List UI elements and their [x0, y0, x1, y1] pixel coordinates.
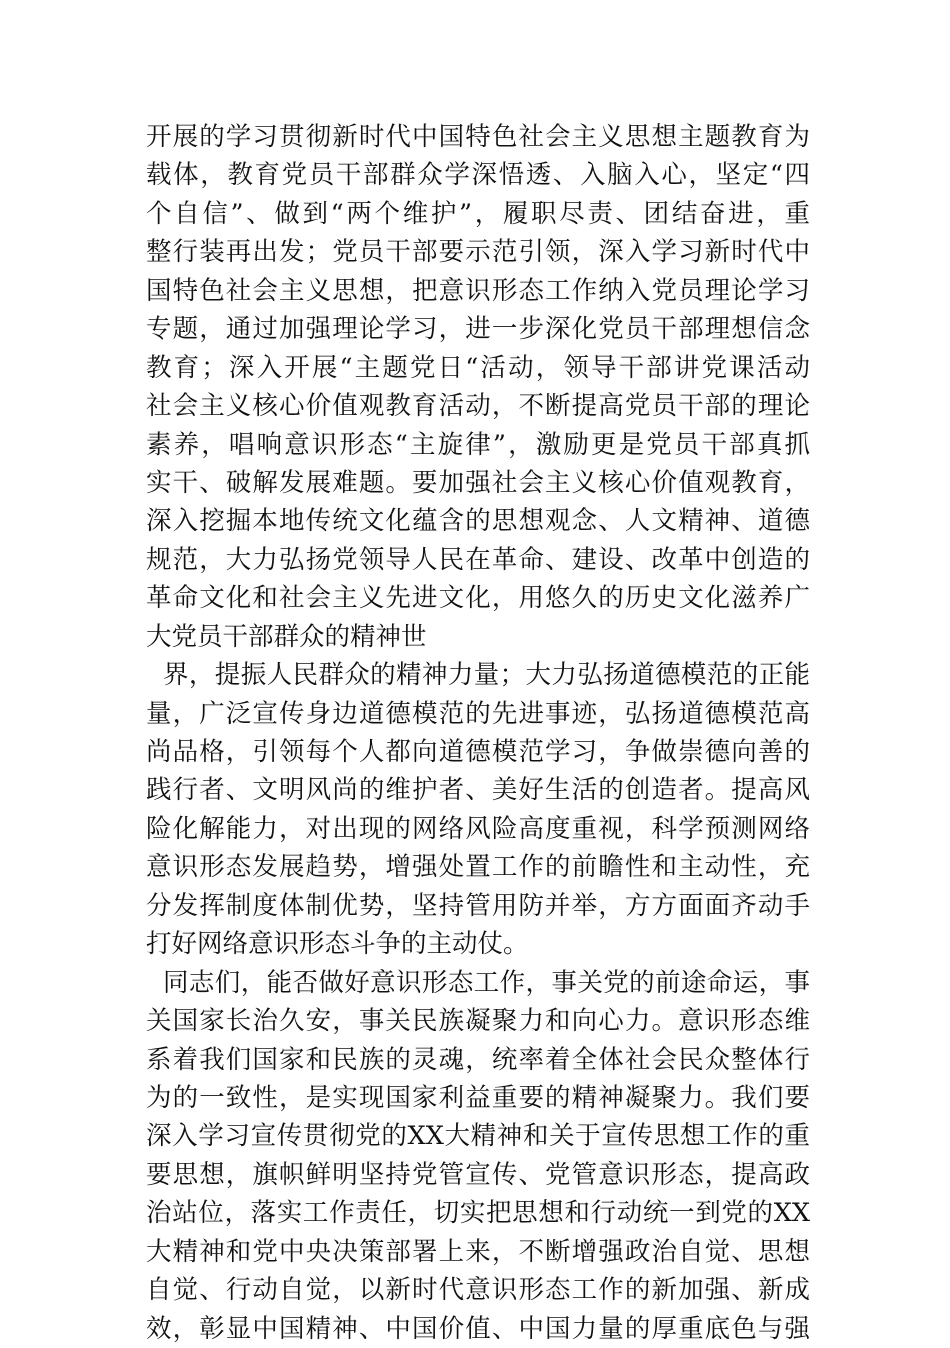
- text-line: 规范，大力弘扬党领导人民在革命、建设、改革中创造的: [146, 544, 810, 575]
- paragraph-2: [146, 656, 810, 964]
- text-line: 要思想，旗帜鲜明坚持党管宣传、党管意识形态，提高政: [146, 1159, 810, 1190]
- text-line: 打好网络意识形态斗争的主动仗。: [146, 929, 529, 960]
- text-line: 量，广泛宣传身边道德模范的先进事迹，弘扬道德模范高: [146, 698, 810, 729]
- text-line: 险化解能力，对出现的网络风险高度重视，科学预测网络: [146, 813, 810, 844]
- text-line: 教育；深入开展“主题党日“活动，领导干部讲党课活动: [146, 352, 810, 383]
- text-line: 践行者、文明风尚的维护者、美好生活的创造者。提高风: [146, 775, 810, 806]
- text-line: 意识形态发展趋势，增强处置工作的前瞻性和主动性，充: [146, 852, 810, 883]
- text-line: 专题，通过加强理论学习，进一步深化党员干部理想信念: [146, 314, 810, 345]
- text-line: 治站位，落实工作责任，切实把思想和行动统一到党的XX: [146, 1198, 810, 1229]
- text-line: 同志们，能否做好意识形态工作，事关党的前途命运，事: [146, 967, 810, 998]
- text-line: 尚品格，引领每个人都向道德模范学习，争做崇德向善的: [146, 737, 810, 767]
- paragraph-3: [146, 964, 810, 1348]
- text-line: 自觉、行动自觉，以新时代意识形态工作的新加强、新成: [146, 1275, 810, 1306]
- paragraph-1: [146, 118, 810, 656]
- text-line: 分发挥制度体制优势，坚持管用防并举，方方面面齐动手: [146, 890, 810, 921]
- text-line: 关国家长治久安，事关民族凝聚力和向心力。意识形态维: [146, 1006, 810, 1037]
- text-line: 个自信”、做到“两个维护”，履职尽责、团结奋进，重: [146, 198, 810, 229]
- text-line: 开展的学习贯彻新时代中国特色社会主义思想主题教育为: [146, 122, 810, 152]
- text-line: 整行装再出发；党员干部要示范引领，深入学习新时代中: [146, 237, 810, 268]
- text-line: 大党员干部群众的精神世: [146, 621, 427, 652]
- text-line: 社会主义核心价值观教育活动，不断提高党员干部的理论: [146, 391, 810, 422]
- text-line: 素养，唱响意识形态“主旋律”，激励更是党员干部真抓: [146, 429, 810, 460]
- text-line: 界，提振人民群众的精神力量；大力弘扬道德模范的正能: [146, 660, 810, 691]
- text-line: 国特色社会主义思想，把意识形态工作纳入党员理论学习: [146, 275, 810, 306]
- text-line: 深入挖掘本地传统文化蕴含的思想观念、人文精神、道德: [146, 506, 810, 537]
- text-line: 为的一致性，是实现国家利益重要的精神凝聚力。我们要: [146, 1082, 810, 1113]
- text-line: 深入学习宣传贯彻党的XX大精神和关于宣传思想工作的重: [146, 1121, 810, 1152]
- text-line: 革命文化和社会主义先进文化，用悠久的历史文化滋养广: [146, 583, 810, 614]
- text-line: 系着我们国家和民族的灵魂，统率着全体社会民众整体行: [146, 1044, 810, 1075]
- text-line: 效，彰显中国精神、中国价值、中国力量的厚重底色与强: [146, 1313, 810, 1344]
- document-body: [146, 118, 810, 1348]
- text-line: 大精神和党中央决策部署上来，不断增强政治自觉、思想: [146, 1236, 810, 1267]
- text-line: 载体，教育党员干部群众学深悟透、入脑入心，坚定“四: [146, 160, 810, 191]
- text-line: 实干、破解发展难题。要加强社会主义核心价值观教育，: [146, 467, 810, 498]
